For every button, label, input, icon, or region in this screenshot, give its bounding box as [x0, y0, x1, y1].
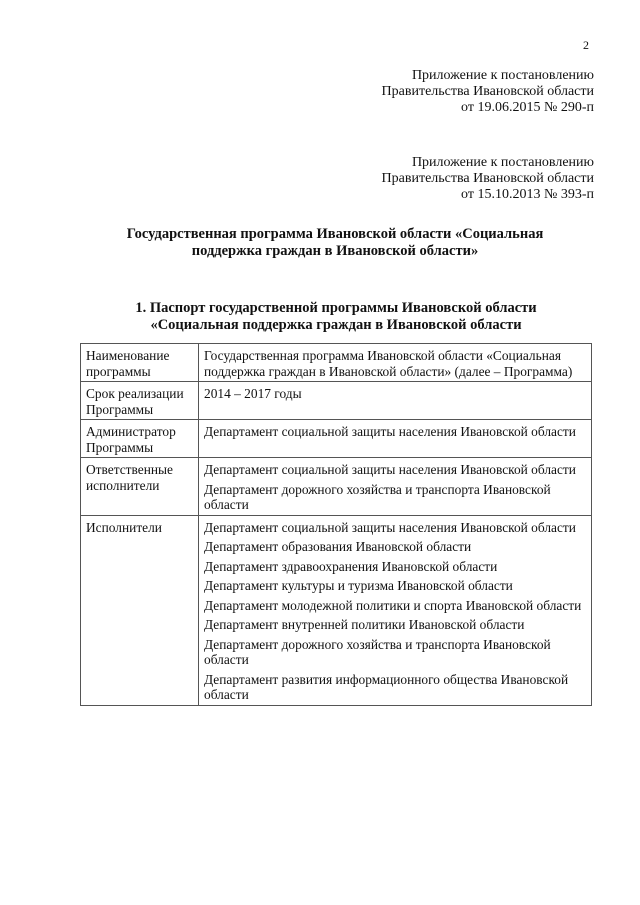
appendix-note-line: Приложение к постановлению — [411, 155, 594, 170]
section-title — [80, 300, 592, 334]
appendix-note-line: Правительства Ивановской области — [381, 171, 594, 186]
program-passport-table — [80, 343, 592, 706]
passport-row — [81, 515, 592, 705]
passport-value-line: Департамент дорожного хозяйства и транспорта Ивановской области — [204, 636, 551, 667]
passport-row-label: Ответственные исполнители — [81, 458, 199, 516]
appendix-note-line: Правительства Ивановской области — [381, 84, 594, 99]
passport-row-label: Наименование программы — [81, 344, 199, 382]
passport-row-value — [199, 344, 592, 382]
document-title-line: поддержка граждан в Ивановской области» — [191, 243, 479, 259]
appendix-note-line: от 15.10.2013 № 393-п — [461, 187, 594, 202]
appendix-note-original — [382, 155, 594, 203]
passport-row-label: Срок реализации Программы — [81, 382, 199, 420]
passport-value-line: Департамент здравоохранения Ивановской области — [204, 558, 498, 574]
passport-row-value — [199, 420, 592, 458]
passport-row-label: Исполнители — [81, 515, 199, 705]
section-title-line: 1. Паспорт государственной программы Ивановской области — [135, 300, 537, 316]
passport-row-value — [199, 458, 592, 516]
passport-row-label: Администратор Программы — [81, 420, 199, 458]
passport-row — [81, 382, 592, 420]
passport-value-line: Департамент развития информационного общества Ивановской области — [204, 671, 569, 702]
passport-table-body — [81, 344, 592, 706]
passport-row — [81, 420, 592, 458]
passport-value-line: Департамент образования Ивановской области — [204, 539, 472, 554]
passport-row — [81, 344, 592, 382]
appendix-note-line: Приложение к постановлению — [411, 68, 594, 83]
passport-value-line: Департамент молодежной политики и спорта Ивановской области — [204, 597, 582, 613]
passport-row — [81, 458, 592, 516]
passport-row-value — [199, 515, 592, 705]
passport-value-line: 2014 – 2017 годы — [204, 386, 302, 401]
passport-value-line: Государственная программа Ивановской области «Социальная поддержка граждан в Ивановской области» (далее – Программа) — [204, 348, 573, 379]
passport-row-value — [199, 382, 592, 420]
passport-value-line: Департамент социальной защиты населения Ивановской области — [204, 424, 576, 439]
document-title-line: Государственная программа Ивановской области «Социальная — [126, 226, 544, 242]
passport-value-line: Департамент социальной защиты населения Ивановской области — [204, 519, 576, 535]
appendix-note-line: от 19.06.2015 № 290-п — [461, 100, 594, 115]
passport-value-line: Департамент культуры и туризма Ивановской области — [204, 578, 513, 593]
page-number: 2 — [583, 38, 589, 52]
section-title-line: «Социальная поддержка граждан в Ивановской области — [150, 317, 522, 333]
appendix-note-current — [382, 68, 594, 116]
passport-value-line: Департамент внутренней политики Ивановской области — [204, 617, 525, 632]
passport-value-line: Департамент дорожного хозяйства и транспорта Ивановской области — [204, 481, 551, 512]
document-title — [90, 226, 580, 260]
passport-value-line: Департамент социальной защиты населения Ивановской области — [204, 462, 576, 477]
